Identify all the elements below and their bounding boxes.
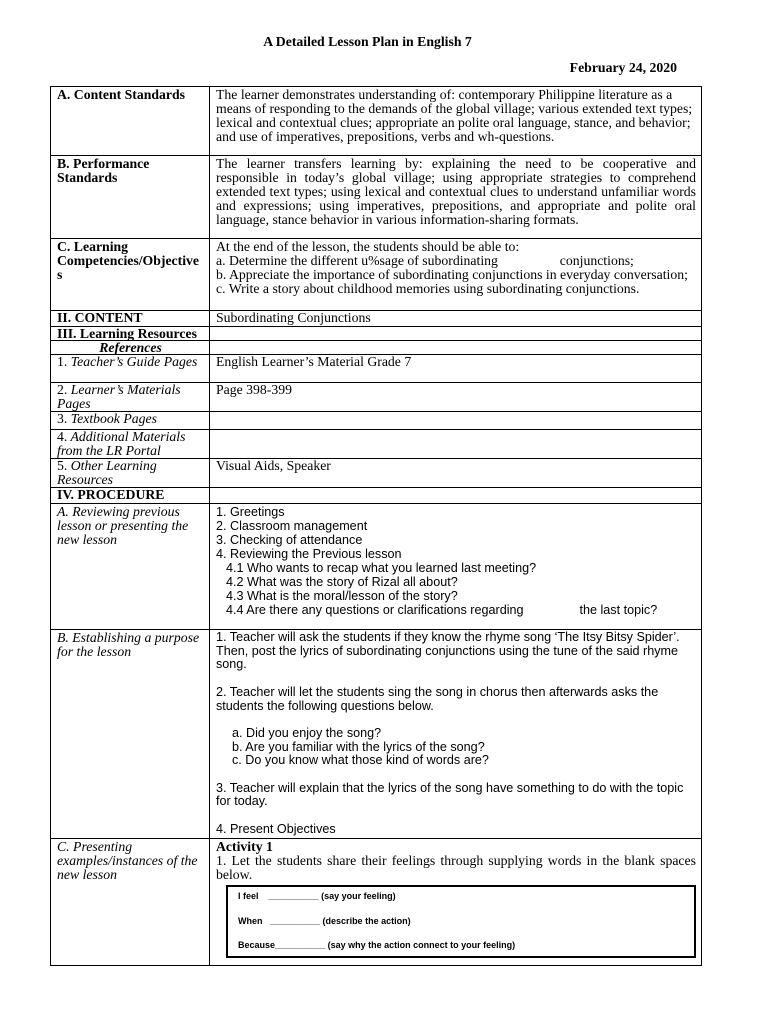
resource-number: 1. bbox=[57, 354, 68, 369]
review-label-cell bbox=[51, 504, 210, 630]
learning-resources-value-cell bbox=[210, 327, 702, 341]
purpose-label: B. Establishing a purpose for the lesson bbox=[57, 630, 200, 659]
review-step: 4. Reviewing the Previous lesson bbox=[216, 547, 402, 561]
lesson-plan-table bbox=[50, 86, 702, 966]
purpose-label-cell bbox=[51, 630, 210, 839]
review-question: 4.2 What was the story of Rizal all about? bbox=[226, 575, 458, 589]
resource-number: 5. bbox=[57, 458, 68, 473]
references-row bbox=[51, 341, 702, 355]
references-label: References bbox=[99, 340, 162, 355]
resource-label: Textbook Pages bbox=[70, 411, 157, 426]
review-question: 4.3 What is the moral/lesson of the story? bbox=[226, 589, 458, 603]
content-value-cell bbox=[210, 311, 702, 327]
resource-label: Other Learning Resources bbox=[57, 458, 157, 487]
procedure-label-cell bbox=[51, 488, 210, 504]
activity-instruction: 1. Let the students share their feelings through supplying words in the blank spaces below. bbox=[216, 853, 696, 882]
purpose-step: 4. Present Objectives bbox=[216, 821, 336, 836]
objective-item: c. Write a story about childhood memories using subordinating conjunctions. bbox=[216, 281, 640, 296]
resource-row bbox=[51, 459, 702, 488]
resource-label-cell bbox=[51, 383, 210, 412]
references-label-cell bbox=[51, 341, 210, 355]
resource-value: Visual Aids, Speaker bbox=[216, 458, 331, 473]
resource-value-cell bbox=[210, 459, 702, 488]
document-title: A Detailed Lesson Plan in English 7 bbox=[263, 34, 472, 49]
activity-title: Activity 1 bbox=[216, 839, 273, 854]
resource-number: 4. bbox=[57, 429, 68, 444]
resource-row bbox=[51, 355, 702, 383]
objectives-text-cell bbox=[210, 239, 702, 311]
procedure-label: IV. PROCEDURE bbox=[57, 487, 165, 502]
purpose-step: 3. Teacher will explain that the lyrics of the song have something to do with the topic for today. bbox=[216, 780, 684, 809]
feelings-prompt: When __________ (describe the action) bbox=[238, 915, 411, 926]
performance-standards-row bbox=[51, 156, 702, 239]
content-label: II. CONTENT bbox=[57, 310, 143, 325]
content-standards-row bbox=[51, 87, 702, 156]
resource-value-cell bbox=[210, 412, 702, 430]
examples-label: C. Presenting examples/instances of the new lesson bbox=[57, 839, 198, 882]
objectives-label: C. Learning Competencies/Objectives bbox=[57, 239, 200, 282]
objectives-intro: At the end of the lesson, the students should be able to: bbox=[216, 239, 520, 254]
resource-number: 3. bbox=[57, 411, 68, 426]
resource-label: Additional Materials from the LR Portal bbox=[57, 429, 186, 458]
review-content-cell bbox=[210, 504, 702, 630]
purpose-question: c. Do you know what those kind of words are? bbox=[232, 753, 489, 768]
learning-resources-label-cell bbox=[51, 327, 210, 341]
examples-label-cell bbox=[51, 839, 210, 966]
content-row bbox=[51, 311, 702, 327]
learning-resources-label: III. Learning Resources bbox=[57, 326, 197, 341]
resource-value-cell bbox=[210, 383, 702, 412]
resource-label: Learner’s Materials Pages bbox=[57, 382, 181, 411]
resource-row bbox=[51, 383, 702, 412]
document-date: February 24, 2020 bbox=[569, 60, 677, 75]
feelings-prompt: I feel __________ (say your feeling) bbox=[238, 891, 396, 901]
performance-standards-text-cell bbox=[210, 156, 702, 239]
references-value-cell bbox=[210, 341, 702, 355]
purpose-question: a. Did you enjoy the song? bbox=[232, 725, 382, 740]
purpose-question: b. Are you familiar with the lyrics of the song? bbox=[232, 739, 485, 754]
resource-value-cell bbox=[210, 430, 702, 459]
review-step: 2. Classroom management bbox=[216, 519, 368, 533]
resource-row bbox=[51, 430, 702, 459]
review-label: A. Reviewing previous lesson or presenting the new lesson bbox=[57, 504, 189, 547]
purpose-step: 1. Teacher will ask the students if they know the rhyme song ‘The Itsy Bitsy Spider’. Then, post the lyrics of subordinating conjunctions using the tune of the said rhyme song. bbox=[216, 630, 680, 672]
procedure-value-cell bbox=[210, 488, 702, 504]
resource-label-cell bbox=[51, 459, 210, 488]
performance-standards-label-cell bbox=[51, 156, 210, 239]
resource-value: English Learner’s Material Grade 7 bbox=[216, 354, 412, 369]
resource-value: Page 398-399 bbox=[216, 382, 292, 397]
learning-resources-row bbox=[51, 327, 702, 341]
purpose-step: 2. Teacher will let the students sing the song in chorus then afterwards asks the students the following questions below. bbox=[216, 684, 659, 713]
content-standards-label-cell bbox=[51, 87, 210, 156]
objectives-label-cell bbox=[51, 239, 210, 311]
resource-label: Teacher’s Guide Pages bbox=[70, 354, 198, 369]
purpose-content-cell bbox=[210, 630, 702, 839]
performance-standards-label: B. Performance Standards bbox=[57, 156, 150, 185]
procedure-row bbox=[51, 488, 702, 504]
review-row bbox=[51, 504, 702, 630]
resource-label-cell bbox=[51, 355, 210, 383]
review-step: 1. Greetings bbox=[216, 505, 285, 519]
review-question: 4.4 Are there any questions or clarifications regarding the last topic? bbox=[226, 603, 658, 617]
feelings-prompt: Because__________ (say why the action connect to your feeling) bbox=[238, 940, 516, 950]
performance-standards-text: The learner transfers learning by: explaining the need to be cooperative and responsible in today’s global village; using appropriate strategies to comprehend extended text types; using lexical and contextual clues to understand unfamiliar words and expressions; using imperatives, prepositions, and appropriate and polite oral language, stance behavior in various information-sharing formats. bbox=[216, 156, 696, 227]
content-standards-text: The learner demonstrates understanding of: contemporary Philippine literature as a means of responding to the demands of the global village; various extended text types; lexical and contextual clues; appropriate an polite oral language, stance, and behavior; and use of imperatives, prepositions, verbs and wh-questions. bbox=[216, 87, 693, 144]
review-question: 4.1 Who wants to recap what you learned last meeting? bbox=[226, 561, 537, 575]
objectives-row bbox=[51, 239, 702, 311]
objective-item: b. Appreciate the importance of subordinating conjunctions in everyday conversation; bbox=[216, 267, 688, 282]
resource-label-cell bbox=[51, 412, 210, 430]
examples-content-cell bbox=[210, 839, 702, 966]
content-value: Subordinating Conjunctions bbox=[216, 310, 371, 325]
review-step: 3. Checking of attendance bbox=[216, 533, 363, 547]
resource-value-cell bbox=[210, 355, 702, 383]
content-label-cell bbox=[51, 311, 210, 327]
content-standards-label: A. Content Standards bbox=[57, 87, 185, 102]
examples-row bbox=[51, 839, 702, 966]
objective-item: a. Determine the different u%sage of subordinating conjunctions; bbox=[216, 253, 634, 268]
resource-row bbox=[51, 412, 702, 430]
resource-label-cell bbox=[51, 430, 210, 459]
content-standards-text-cell bbox=[210, 87, 702, 156]
purpose-row bbox=[51, 630, 702, 839]
resource-number: 2. bbox=[57, 382, 68, 397]
feelings-prompt-box bbox=[226, 885, 696, 958]
